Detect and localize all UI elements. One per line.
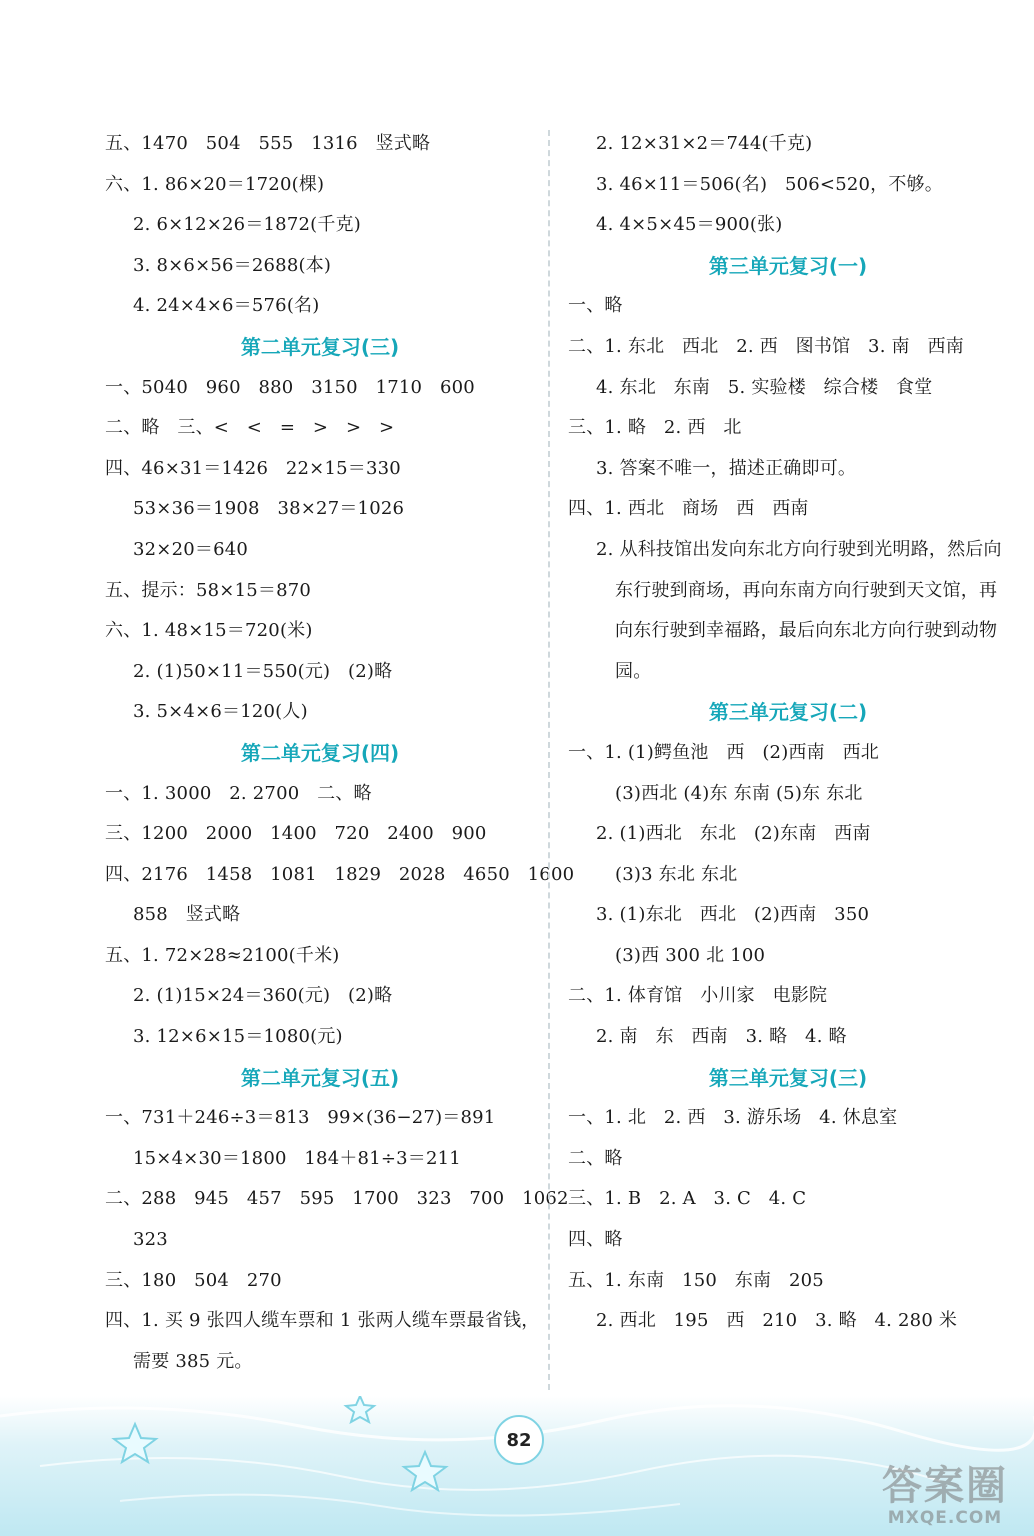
answer-line: 四、略 — [568, 1229, 623, 1251]
answer-line: 六、1. 86×20＝1720(棵) — [105, 173, 325, 195]
answer-line: 一、1. 北 2. 西 3. 游乐场 4. 休息室 — [568, 1107, 898, 1129]
star-icon — [404, 1452, 446, 1490]
right-column — [568, 124, 1008, 1342]
section-title: 第三单元复习(二) — [708, 700, 868, 725]
answer-line: 2. 西北 195 西 210 3. 略 4. 280 米 — [596, 1310, 958, 1332]
answer-line: 2. (1)西北 东北 (2)东南 西南 — [596, 823, 871, 845]
answer-line: 2. (1)50×11＝550(元) (2)略 — [133, 660, 393, 682]
answer-line: 858 竖式略 — [133, 904, 241, 926]
answer-line: 五、提示：58×15＝870 — [105, 579, 312, 601]
answer-line: 3. 答案不唯一，描述正确即可。 — [596, 457, 857, 479]
answer-line: 3. 8×6×56＝2688(本) — [133, 254, 332, 276]
answer-line: 二、288 945 457 595 1700 323 700 1062 — [105, 1188, 569, 1210]
answer-line: 三、1. B 2. A 3. C 4. C — [568, 1188, 807, 1210]
section-title: 第三单元复习(一) — [708, 253, 868, 278]
answer-line: 一、略 — [568, 295, 623, 317]
star-icon — [114, 1424, 156, 1462]
answer-line: 四、1. 买 9 张四人缆车票和 1 张两人缆车票最省钱， — [105, 1310, 540, 1332]
answer-line: (3)西 300 北 100 — [615, 944, 766, 966]
page-number: 82 — [494, 1415, 544, 1465]
answer-line: 一、5040 960 880 3150 1710 600 — [105, 376, 475, 398]
answer-line: 3. 46×11＝506(名) 506<520，不够。 — [596, 173, 943, 195]
column-divider — [548, 130, 550, 1390]
answer-line: 五、1. 东南 150 东南 205 — [568, 1269, 824, 1291]
watermark — [870, 1464, 1020, 1528]
left-column — [105, 124, 575, 1382]
answer-line: 需要 385 元。 — [133, 1350, 253, 1372]
section-title: 第二单元复习(三) — [240, 334, 400, 359]
answer-line: 二、略 — [568, 1147, 623, 1169]
answer-line: 2. 南 东 西南 3. 略 4. 略 — [596, 1026, 847, 1048]
answer-line: 323 — [133, 1229, 168, 1251]
answer-line: 三、1200 2000 1400 720 2400 900 — [105, 823, 487, 845]
answer-line: 3. 12×6×15＝1080(元) — [133, 1026, 343, 1048]
answer-line: 3. (1)东北 西北 (2)西南 350 — [596, 904, 870, 926]
star-icon — [346, 1396, 374, 1422]
answer-line: 2. 6×12×26＝1872(千克) — [133, 214, 361, 236]
answer-line: 三、1. 略 2. 西 北 — [568, 417, 742, 439]
answer-line: 4. 东北 东南 5. 实验楼 综合楼 食堂 — [596, 376, 933, 398]
answer-line: (3)西北 (4)东 东南 (5)东 东北 — [615, 782, 863, 804]
answer-line: 15×4×30＝1800 184＋81÷3＝211 — [133, 1147, 461, 1169]
watermark-url: MXQE.COM — [887, 1508, 1003, 1528]
answer-line: 六、1. 48×15＝720(米) — [105, 620, 313, 642]
answer-line: 五、1470 504 555 1316 竖式略 — [105, 133, 431, 154]
answer-line: 三、180 504 270 — [105, 1269, 282, 1291]
section-title: 第二单元复习(五) — [240, 1065, 400, 1090]
answer-line: 四、2176 1458 1081 1829 2028 4650 1600 — [105, 863, 575, 885]
answer-line: 一、731＋246÷3＝813 99×(36−27)＝891 — [105, 1107, 496, 1129]
answer-line: 3. 5×4×6＝120(人) — [133, 701, 308, 723]
answer-line: 四、46×31＝1426 22×15＝330 — [105, 457, 401, 479]
answer-line: 2. (1)15×24＝360(元) (2)略 — [133, 985, 393, 1007]
answer-line: 53×36＝1908 38×27＝1026 — [133, 498, 405, 520]
section-title: 第三单元复习(三) — [708, 1065, 868, 1090]
answer-paragraph: 2. 从科技馆出发向东北方向行驶到光明路，然后向东行驶到商场，再向东南方向行驶到天文馆，再向东行驶到幸福路，最后向东北方向行驶到动物园。 — [596, 538, 1002, 682]
answer-line: 二、略 三、< < = > > > — [105, 417, 395, 439]
answer-line: 二、1. 东北 西北 2. 西 图书馆 3. 南 西南 — [568, 335, 964, 357]
answer-line: 五、1. 72×28≈2100(千米) — [105, 944, 340, 966]
answer-line: 四、1. 西北 商场 西 西南 — [568, 498, 809, 520]
answer-line: 32×20＝640 — [133, 538, 249, 560]
answer-line: 2. 12×31×2＝744(千克) — [596, 133, 813, 154]
answer-line: (3)3 东北 东北 — [615, 863, 738, 885]
watermark-logo: 答案圈 — [882, 1463, 1008, 1509]
answer-line: 二、1. 体育馆 小川家 电影院 — [568, 985, 828, 1007]
answer-line: 4. 4×5×45＝900(张) — [596, 214, 783, 236]
answer-line: 一、1. 3000 2. 2700 二、略 — [105, 782, 372, 804]
answer-line: 一、1. (1)鳄鱼池 西 (2)西南 西北 — [568, 741, 879, 763]
section-title: 第二单元复习(四) — [240, 740, 400, 765]
answer-line: 4. 24×4×6＝576(名) — [133, 295, 320, 317]
